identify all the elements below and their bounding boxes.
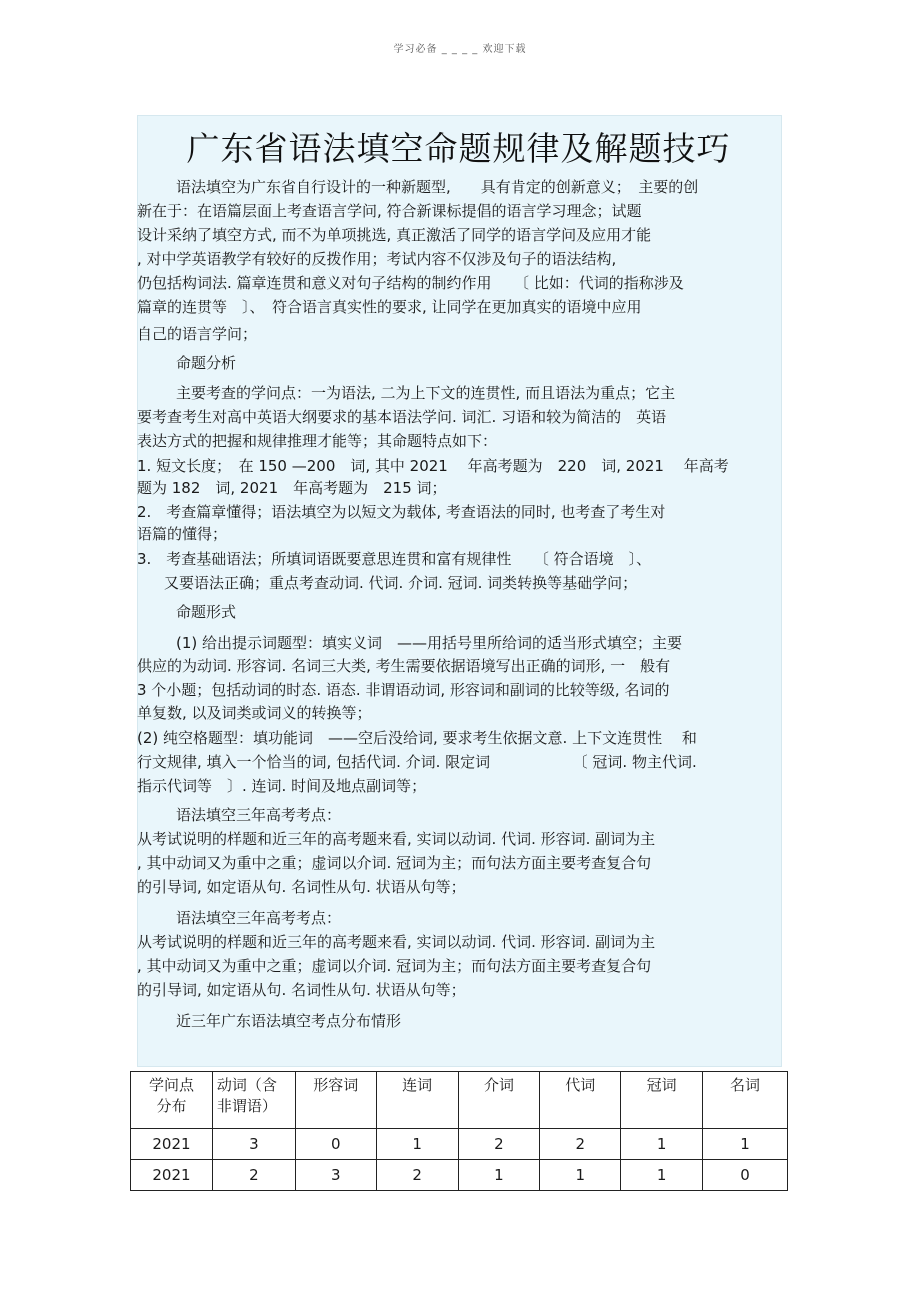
header-cell: 连词 [376,1072,458,1129]
header-cell: 名词 [703,1072,788,1129]
table-cell: 2021 [131,1129,213,1160]
table-header-row [131,1072,788,1129]
table-cell: 0 [703,1160,788,1191]
table-cell: 1 [458,1160,540,1191]
text-line: 自己的语言学问； [137,325,258,343]
text-line: , 其中动词又为重中之重；虚词以介词. 冠词为主；而句法方面主要考查复合句 [137,854,652,872]
text-line: , 对中学英语教学有较好的反拨作用；考试内容不仅涉及句子的语法结构, [137,250,617,268]
text-line: 仍包括构词法. 篇章连贯和意义对句子结构的制约作用 〔 比如：代词的指称涉及 [137,274,684,292]
text-line: 语法填空三年高考考点： [176,909,342,927]
text-line: 命题分析 [176,354,237,372]
header-cell: 形容词 [295,1072,376,1129]
header-cell: 代词 [540,1072,621,1129]
text-line: 主要考查的学问点：一为语法, 二为上下文的连贯性, 而且语法为重点；它主 [176,384,676,402]
text-line: 要考查考生对高中英语大纲要求的基本语法学问. 词汇. 习语和较为简洁的 英语 [137,408,667,426]
table-cell: 1 [540,1160,621,1191]
text-line: 供应的为动词. 形容词. 名词三大类, 考生需要依据语境写出正确的词形, 一 般有 [137,657,671,675]
grammar-points-table [130,1071,788,1191]
text-line: 命题形式 [176,603,237,621]
text-line: 题为 182 词, 2021 年高考题为 215 词； [137,479,447,497]
text-line: 的引导词, 如定语从句. 名词性从句. 状语从句等； [137,878,466,896]
text-line: 设计采纳了填空方式, 而不为单项挑选, 真正激活了同学的语言学问及应用才能 [137,226,652,244]
text-line: , 其中动词又为重中之重；虚词以介词. 冠词为主；而句法方面主要考查复合句 [137,957,652,975]
text-line: 篇章的连贯等 〕、 符合语言真实性的要求, 让同学在更加真实的语境中应用 [137,298,642,316]
text-line: 行文规律, 填入一个恰当的词, 包括代词. 介词. 限定词 〔 冠词. 物主代词. [137,753,697,771]
table-cell: 2 [458,1129,540,1160]
text-line: 新在于：在语篇层面上考查语言学问, 符合新课标提倡的语言学习理念；试题 [137,202,642,220]
text-line: 表达方式的把握和规律推理才能等；其命题特点如下： [137,432,498,450]
header-cell: 学问点 分布 [131,1072,213,1129]
table-cell: 1 [376,1129,458,1160]
text-line: 指示代词等 〕. 连词. 时间及地点副词等； [137,777,427,795]
table-cell: 3 [295,1160,376,1191]
text-line: 单复数, 以及词类或词义的转换等； [137,704,372,722]
text-line: 语篇的懂得； [137,525,228,543]
table-cell: 1 [703,1129,788,1160]
table-cell: 0 [295,1129,376,1160]
table-row [131,1160,788,1191]
text-line: 语法填空为广东省自行设计的一种新题型, 具有肯定的创新意义； 主要的创 [176,178,699,196]
table-cell: 2 [540,1129,621,1160]
text-line: 从考试说明的样题和近三年的高考题来看, 实词以动词. 代词. 形容词. 副词为主 [137,830,656,848]
document-title: 广东省语法填空命题规律及解题技巧 [186,129,731,168]
text-line: 1. 短文长度； 在 150 —200 词, 其中 2021 年高考题为 220 词, 2021 年高考 [137,457,729,475]
text-line: (2) 纯空格题型：填功能词 ——空后没给词, 要求考生依据文意. 上下文连贯性 和 [137,729,697,747]
text-line: (1) 给出提示词题型：填实义词 ——用括号里所给词的适当形式填空；主要 [176,634,683,652]
header-cell: 冠词 [621,1072,703,1129]
table-cell: 1 [621,1129,703,1160]
page-header: 学习必备 _ _ _ _ 欢迎下载 [393,44,527,55]
text-line: 语法填空三年高考考点： [176,806,342,824]
header-cell: 介词 [458,1072,540,1129]
table-cell: 2 [376,1160,458,1191]
text-line: 3 个小题；包括动词的时态. 语态. 非谓语动词, 形容词和副词的比较等级, 名词的 [137,681,670,699]
table-cell: 1 [621,1160,703,1191]
text-line: 从考试说明的样题和近三年的高考题来看, 实词以动词. 代词. 形容词. 副词为主 [137,933,656,951]
table-cell: 2021 [131,1160,213,1191]
text-line: 2. 考查篇章懂得；语法填空为以短文为载体, 考查语法的同时, 也考查了考生对 [137,503,666,521]
text-line: 又要语法正确；重点考查动词. 代词. 介词. 冠词. 词类转换等基础学问； [164,574,638,592]
text-line: 的引导词, 如定语从句. 名词性从句. 状语从句等； [137,981,466,999]
header-cell: 动词（含 非谓语） [212,1072,295,1129]
table-row [131,1129,788,1160]
text-line: 近三年广东语法填空考点分布情形 [176,1012,402,1030]
table-cell: 3 [212,1129,295,1160]
table-cell: 2 [212,1160,295,1191]
text-line: 3. 考查基础语法；所填词语既要意思连贯和富有规律性 〔 符合语境 〕、 [137,550,652,568]
